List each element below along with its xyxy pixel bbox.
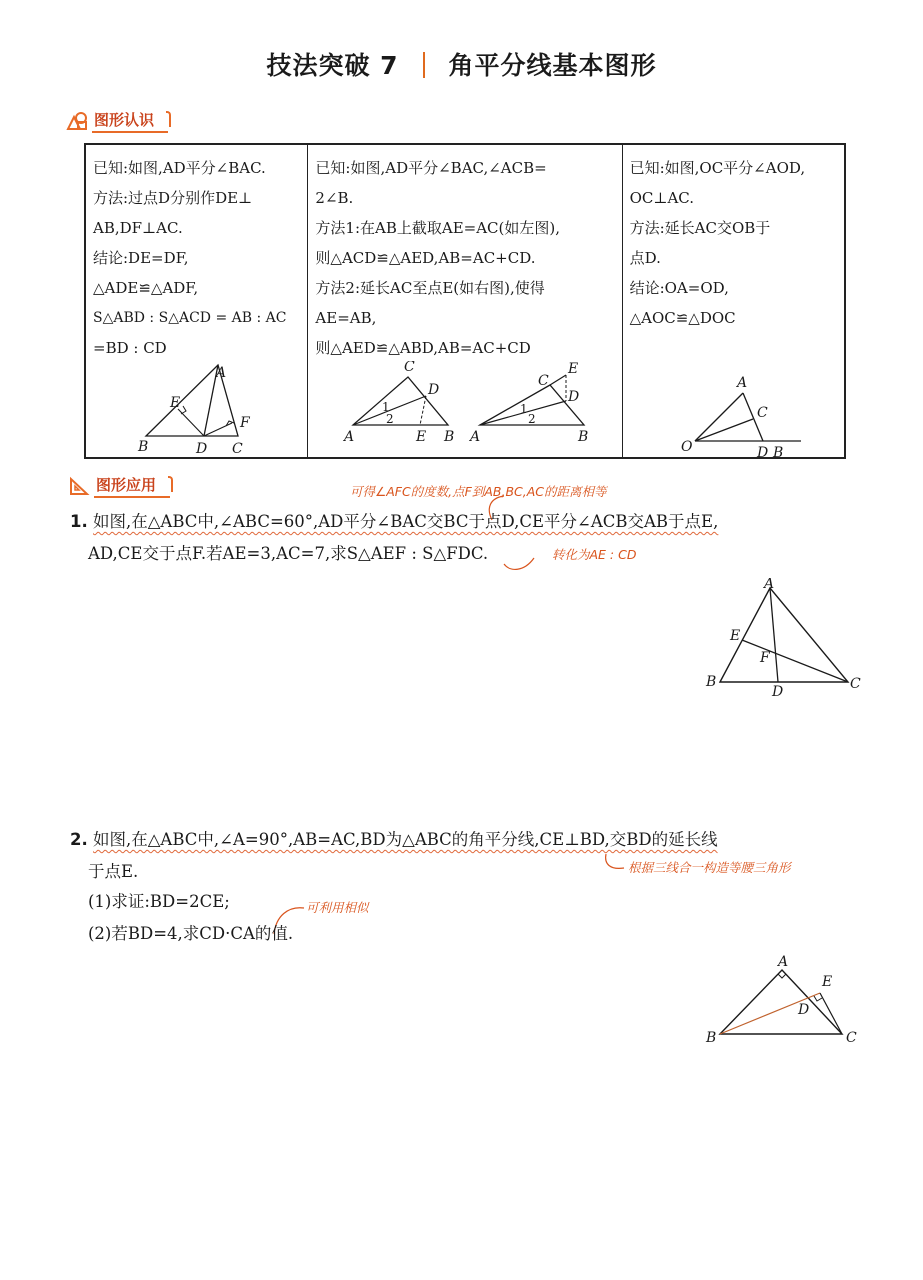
q2-side-arrow (600, 852, 628, 876)
col1-line: =BD : CD (93, 339, 167, 357)
col2-line: 已知:如图,AD平分∠BAC,∠ACB= (315, 159, 547, 177)
q1-point: E (730, 628, 741, 644)
col2-line: 2∠B. (315, 189, 354, 207)
q1-figure (700, 578, 870, 698)
set-square-icon (68, 476, 90, 496)
col1-line: △ADE≌△ADF, (93, 279, 199, 297)
figure-col2 (308, 361, 623, 461)
col2-line: 则△ACD≌△AED,AB=AC+CD. (315, 249, 536, 267)
col3-line: 结论:OA=OD, (629, 279, 729, 297)
col1-point: E (170, 395, 181, 411)
col1-line: 已知:如图,AD平分∠BAC. (93, 159, 266, 177)
col3-point: O (680, 439, 693, 455)
col2-angle: 2 (528, 412, 537, 426)
q1-point: A (764, 578, 775, 592)
q2-point: D (798, 1002, 810, 1018)
col2-point: C (404, 361, 416, 375)
figure-col3 (623, 361, 846, 461)
q1-line2 (88, 538, 488, 570)
q2-point: A (778, 954, 789, 970)
table-col-3 (622, 145, 844, 461)
q2-figure (700, 950, 870, 1050)
col2-line: AE=AB, (315, 309, 377, 327)
col2-angle: 1 (520, 402, 529, 416)
table-col-2 (307, 145, 621, 457)
col1-point: C (232, 441, 243, 457)
section-recognize-heading (66, 109, 168, 133)
section-recognize-label: 图形认识 (92, 109, 168, 133)
q2-point: C (846, 1030, 857, 1046)
col3-line: △AOC≌△DOC (629, 309, 736, 327)
col1-line: 结论:DE=DF, (93, 249, 189, 267)
col3-point: B (772, 445, 783, 461)
col2-angle: 2 (386, 412, 395, 426)
col3-point: A (736, 375, 747, 391)
col2-point: B (578, 429, 589, 445)
section-apply-label: 图形应用 (94, 474, 170, 498)
col3-line: 点D. (629, 249, 661, 267)
q2-point: B (706, 1030, 717, 1046)
col3-line: 方法:延长AC交OB于 (629, 219, 771, 237)
title-right: 角平分线基本图形 (448, 51, 657, 80)
col2-line: 方法1:在AB上截取AE=AC(如左图), (315, 219, 561, 237)
col2-point: A (470, 429, 481, 445)
q1-number: 1. (70, 512, 88, 531)
col2-point: D (568, 389, 580, 405)
q1-point: D (772, 684, 784, 698)
q1-side-arrow (500, 552, 540, 574)
col1-point: D (196, 441, 208, 457)
col2-point: E (568, 361, 579, 377)
col1-point: B (138, 439, 149, 455)
col2-point: D (428, 382, 440, 398)
q2-note-top: 可利用相似 (306, 900, 369, 915)
q2-number: 2. (70, 830, 88, 849)
col1-line: 方法:过点D分别作DE⊥ (93, 189, 253, 207)
shapes-icon (66, 111, 88, 131)
col2-line: 方法2:延长AC至点E(如右图),使得 (315, 279, 545, 297)
q1-note-top: 可得∠AFC的度数,点F到AB,BC,AC的距离相等 (350, 484, 607, 499)
col3-line: OC⊥AC. (629, 189, 695, 207)
col2-angle: 1 (382, 400, 391, 414)
col1-point: A (216, 365, 227, 381)
col3-point: C (756, 405, 768, 421)
col2-point: C (538, 373, 550, 389)
col2-point: B (444, 429, 455, 445)
q2-text1: 如图,在△ABC中,∠A=90°,AB=AC,BD为△ABC的角平分线,CE⊥BD,交BD的延长线 (93, 830, 718, 849)
q1-text2: AD,CE交于点F.若AE=3,AC=7,求S△AEF : S△FDC. (88, 544, 489, 563)
col1-line: AB,DF⊥AC. (93, 219, 183, 237)
q1-note-side: 转化为AE : CD (552, 547, 637, 562)
figure-col1 (86, 361, 308, 461)
col2-point: E (416, 429, 427, 445)
info-table (84, 143, 846, 459)
col3-line: 已知:如图,OC平分∠AOD, (629, 159, 806, 177)
col2-point: A (344, 429, 355, 445)
q1-point: B (706, 674, 717, 690)
col1-point: F (240, 415, 250, 431)
q2-point: E (822, 974, 833, 990)
col1-line: S△ABD : S△ACD = AB : AC (93, 310, 287, 326)
q1-point: F (760, 650, 770, 666)
q2-part1: (1)求证:BD=2CE; (88, 892, 230, 911)
title-left: 技法突破 7 (266, 51, 399, 80)
q2-line2: 于点E. (88, 862, 139, 881)
title-separator (423, 52, 425, 78)
q1-point: C (850, 676, 861, 692)
q2-note-right: 根据三线合一构造等腰三角形 (628, 860, 791, 875)
table-col-1 (86, 145, 307, 457)
section-apply-heading (68, 474, 170, 498)
page-title (0, 46, 923, 82)
q1-text1: 如图,在△ABC中,∠ABC=60°,AD平分∠BAC交BC于点D,CE平分∠ACB交AB于点E, (93, 512, 719, 531)
col3-point: D (756, 445, 768, 461)
col2-line: 则△AED≌△ABD,AB=AC+CD (315, 339, 531, 357)
q1-line1 (70, 506, 718, 538)
q2-part2: (2)若BD=4,求CD·CA的值. (88, 924, 294, 943)
